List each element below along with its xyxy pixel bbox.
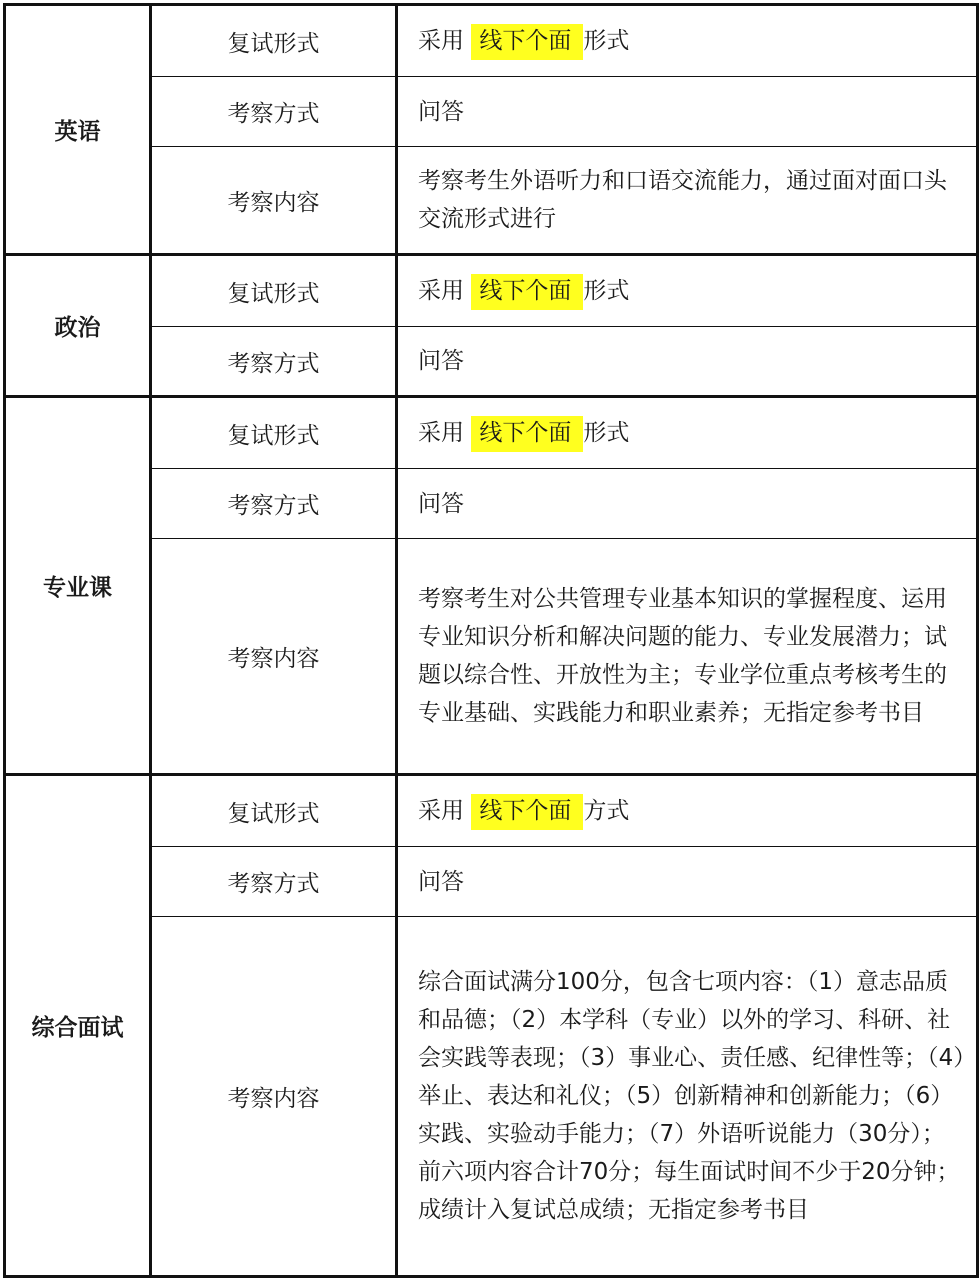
table-row — [5, 5, 978, 77]
value-prefix: 采用 — [418, 798, 464, 824]
value-suffix: 形式 — [583, 420, 630, 446]
row-label: 考察方式 — [151, 469, 397, 539]
table-row — [5, 327, 978, 397]
section-name-comprehensive-interview: 综合面试 — [5, 775, 151, 1277]
row-label: 考察内容 — [151, 917, 397, 1277]
table-row — [5, 917, 978, 1277]
row-value: 问答 — [397, 469, 978, 539]
section-name-politics: 政治 — [5, 255, 151, 397]
interview-table — [3, 3, 979, 1278]
highlight-text: 线下个面 — [471, 274, 583, 310]
highlight-text: 线下个面 — [471, 24, 583, 60]
row-value: 考察考生外语听力和口语交流能力，通过面对面口头交流形式进行 — [397, 147, 978, 255]
row-label: 复试形式 — [151, 397, 397, 469]
highlight-text: 线下个面 — [471, 416, 583, 452]
row-value — [397, 5, 978, 77]
row-value: 考察考生对公共管理专业基本知识的掌握程度、运用专业知识分析和解决问题的能力、专业发展潜力；试题以综合性、开放性为主；专业学位重点考核考生的专业基础、实践能力和职业素养；无指定参考书目 — [397, 539, 978, 775]
table-row — [5, 775, 978, 847]
value-prefix: 采用 — [418, 278, 464, 304]
section-name-major-course: 专业课 — [5, 397, 151, 775]
row-label: 复试形式 — [151, 5, 397, 77]
highlight-text: 线下个面 — [471, 794, 583, 830]
value-prefix: 采用 — [418, 420, 464, 446]
row-label: 考察方式 — [151, 847, 397, 917]
value-prefix: 采用 — [418, 28, 464, 54]
row-value: 问答 — [397, 847, 978, 917]
table-row — [5, 397, 978, 469]
row-value — [397, 397, 978, 469]
row-value: 综合面试满分100分，包含七项内容：（1）意志品质和品德；（2）本学科（专业）以外的学习、科研、社会实践等表现；（3）事业心、责任感、纪律性等；（4）举止、表达和礼仪；（5）创新精神和创新能力；（6）实践、实验动手能力；（7）外语听说能力（30分）；前六项内容合计70分；每生面试时间不少于20分钟；成绩计入复试总成绩；无指定参考书目 — [397, 917, 978, 1277]
row-label: 考察内容 — [151, 147, 397, 255]
table-row — [5, 469, 978, 539]
table-row — [5, 539, 978, 775]
table-row — [5, 77, 978, 147]
table-row — [5, 847, 978, 917]
table-row — [5, 147, 978, 255]
table-row — [5, 255, 978, 327]
row-label: 复试形式 — [151, 255, 397, 327]
row-label: 考察内容 — [151, 539, 397, 775]
row-label: 考察方式 — [151, 77, 397, 147]
row-value — [397, 255, 978, 327]
value-suffix: 形式 — [583, 278, 630, 304]
row-value: 问答 — [397, 327, 978, 397]
row-value — [397, 775, 978, 847]
section-name-english: 英语 — [5, 5, 151, 255]
row-label: 考察方式 — [151, 327, 397, 397]
row-value: 问答 — [397, 77, 978, 147]
value-suffix: 形式 — [583, 28, 630, 54]
value-suffix: 方式 — [583, 798, 630, 824]
row-label: 复试形式 — [151, 775, 397, 847]
